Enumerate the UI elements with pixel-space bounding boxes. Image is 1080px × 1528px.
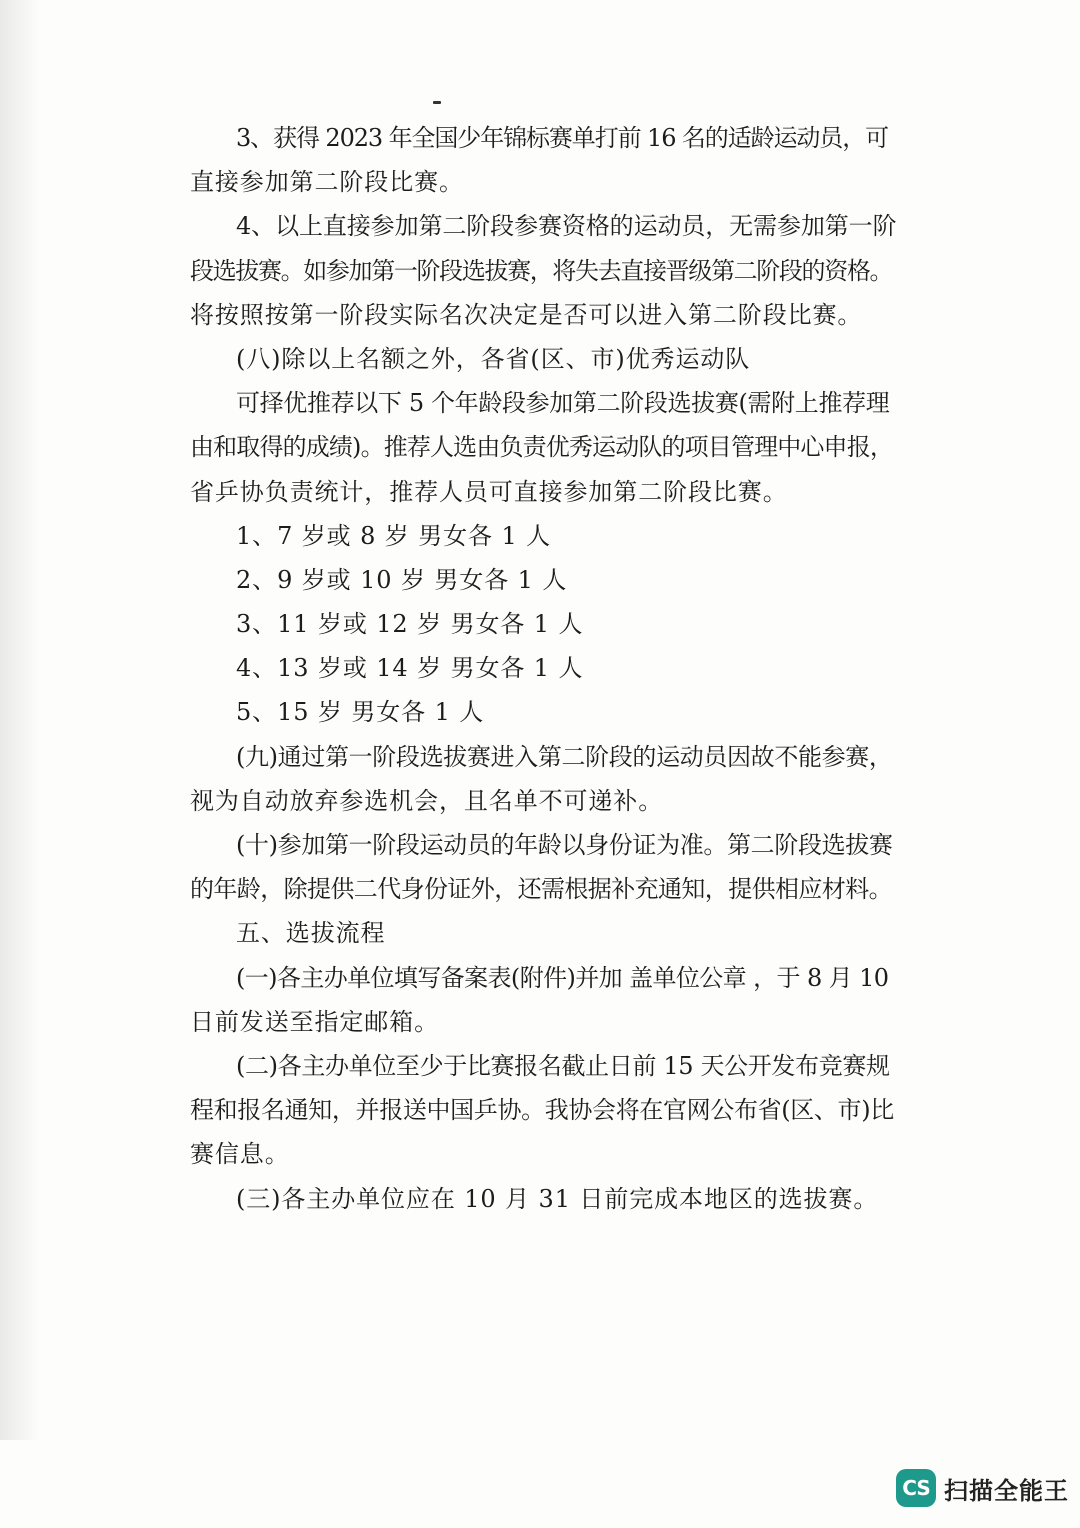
- text-line: 5、15 岁 男女各 1 人: [236, 698, 485, 727]
- text-line: 段选拔赛。如参加第一阶段选拔赛，将失去直接晋级第二阶段的资格。: [190, 256, 893, 285]
- text-line: 3、获得 2023 年全国少年锦标赛单打前 16 名的适龄运动员，可: [236, 124, 889, 152]
- text-line: 4、以上直接参加第二阶段参赛资格的运动员，无需参加第一阶: [236, 212, 897, 241]
- text-line: 直接参加第二阶段比赛。: [190, 168, 464, 197]
- text-line: 将按照按第一阶段实际名次决定是否可以进入第二阶段比赛。: [190, 300, 863, 329]
- document-body: [190, 116, 896, 1221]
- text-line: (十)参加第一阶段运动员的年龄以身份证为准。第二阶段选拔赛: [236, 831, 893, 859]
- text-line: (八)除以上名额之外，各省(区、市)优秀运动队: [236, 344, 751, 373]
- text-line: (三)各主办单位应在 10 月 31 日前完成本地区的选拔赛。: [236, 1184, 879, 1213]
- text-line: (一)各主办单位填写备案表(附件)并加 盖单位公章 ，于 8 月 10: [236, 963, 889, 992]
- scan-shadow-edge: [0, 0, 40, 1440]
- text-line: (九)通过第一阶段选拔赛进入第二阶段的运动员因故不能参赛，: [236, 742, 893, 771]
- text-line: 五、选拔流程: [236, 919, 386, 948]
- text-line: 程和报名通知，并报送中国乒协。我协会将在官网公布省(区、市)比: [190, 1096, 894, 1125]
- text-line: 赛信息。: [190, 1140, 290, 1169]
- text-line: 1、7 岁或 8 岁 男女各 1 人: [236, 521, 552, 550]
- camscanner-logo-icon: CS: [896, 1469, 936, 1507]
- text-line: 3、11 岁或 12 岁 男女各 1 人: [236, 610, 584, 639]
- text-line: 日前发送至指定邮箱。: [190, 1007, 439, 1036]
- camscanner-watermark: [896, 1467, 1069, 1509]
- scan-speck: [433, 101, 441, 104]
- text-line: 的年龄，除提供二代身份证外，还需根据补充通知，提供相应材料。: [190, 875, 892, 904]
- text-line: 可择优推荐以下 5 个年龄段参加第二阶段选拔赛(需附上推荐理: [236, 389, 890, 418]
- text-line: 视为自动放弃参选机会，且名单不可递补。: [190, 786, 664, 815]
- text-line: 省乒协负责统计，推荐人员可直接参加第二阶段比赛。: [190, 477, 788, 506]
- text-line: 2、9 岁或 10 岁 男女各 1 人: [236, 565, 568, 594]
- text-line: (二)各主办单位至少于比赛报名截止日前 15 天公开发布竞赛规: [236, 1051, 890, 1080]
- text-line: 由和取得的成绩)。推荐人选由负责优秀运动队的项目管理中心申报，: [190, 433, 894, 462]
- camscanner-label: 扫描全能王: [944, 1476, 1069, 1505]
- text-line: 4、13 岁或 14 岁 男女各 1 人: [236, 654, 584, 683]
